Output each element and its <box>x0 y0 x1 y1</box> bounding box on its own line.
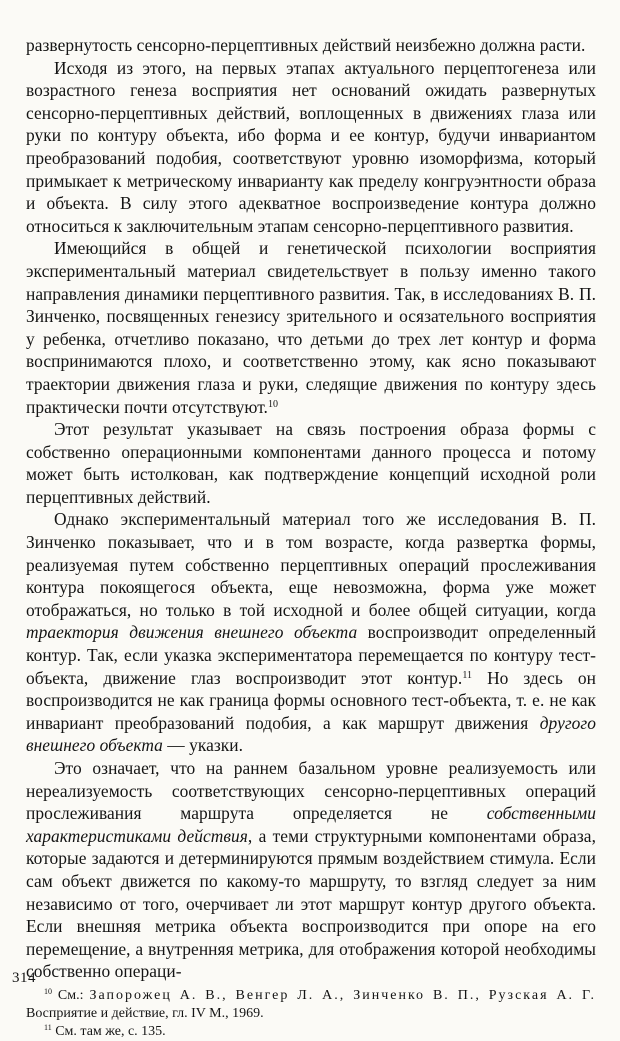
text-run: развернутость сенсорно-перцептивных действий неизбежно должна расти. <box>26 35 586 55</box>
text-run: Этот результат указывает на связь построения образа формы с собственно операционными компонентами данного процесса и потому может быть истолкован, как подтверждение концепций исходной роли перцептивных действий. <box>26 419 596 507</box>
italic-phrase: собственными характеристиками действия <box>26 803 596 846</box>
text-run: Однако экспериментальный материал того же исследования В. П. Зинченко показывает, что и в том возрасте, когда развертка формы, реализуемая путем собственно перцептивных операций прослеживания контура покоящегося объекта, еще невозможна, форма уже может отображаться, но только в той исходной и более общей ситуации, когда <box>26 509 596 620</box>
paragraph <box>26 57 596 238</box>
text-run: Восприятие и действие, гл. IV М., 1969. <box>26 1005 264 1021</box>
footnote <box>26 1023 596 1041</box>
italic-phrase: другого внешнего объекта <box>26 712 596 756</box>
paragraph <box>26 34 596 57</box>
footnote-ref: 11 <box>462 669 473 681</box>
text-run: — указки. <box>162 735 244 756</box>
italic-phrase: траектория движения внешнего объекта <box>26 622 358 643</box>
text-run: Имеющийся в общей и генетической психологии восприятия экспериментальный материал свидетельствует в пользу именно такого направления динамики перцептивного развития. Так, в исследованиях В. П. Зинченко, посвященных генезису зрительного и осязательного восприятия у ребенка, отчетливо показано, что детьми до трех лет контур и форма воспринимаются плохо, и соответственно этому, как ясно показывают траектории движения глаза и руки, следящие движения по контуру здесь практически почти отсутствуют. <box>26 238 596 417</box>
text-run: , а теми структурными компонентами образа, которые задаются и детерминируются прямым воздействием стимула. Если сам объект движется по какому-то маршруту, то взгляд следует за ним независимо от того, очерчивает ли этот маршрут контур другого объекта. Если внешняя метрика объекта воспроизводится при опоре на его перемещение, а внутренняя метрика, для отображения которой необходимы собственно операци- <box>26 825 596 982</box>
page-number: 314 <box>12 970 36 986</box>
text-run: воспроизводит определенный контур. Так, если указка экспериментатора перемещается по контуру тест-объекта, движение глаз воспроизводит этот контур. <box>26 622 596 688</box>
text-run: Это означает, что на раннем базальном уровне реализуемость или нереализуемость соответствующих сенсорно-перцептивных операций прослеживания маршрута определяется не <box>26 758 596 824</box>
author-list: Запорожец А. В., Венгер Л. А., Зинченко В. П., Рузская А. Г. <box>89 987 596 1003</box>
paragraph <box>26 757 596 983</box>
text-run: См.: <box>52 987 90 1003</box>
footnote-ref: 11 <box>44 1022 52 1032</box>
paragraph <box>26 237 596 418</box>
body-text <box>26 34 596 983</box>
footnote <box>26 987 596 1023</box>
text-run: Исходя из этого, на первых этапах актуального перцептогенеза или возрастного генеза восприятия нет оснований ожидать развернутых сенсорно-перцептивных действий, воплощенных в движениях глаза или руки по контуру объекта, ибо форма и ее контур, будучи инвариантом преобразований подобия, соответствуют уровню изоморфизма, который примыкает к метрическому инварианту как пределу конгруэнтности образа и объекта. В силу этого адекватное воспроизведение контура должно относиться к заключительным этапам сенсорно-перцептивного развития. <box>26 57 596 236</box>
footnote-ref: 10 <box>44 986 52 996</box>
paragraph <box>26 508 596 757</box>
paragraph <box>26 418 596 508</box>
footnotes <box>26 987 596 1041</box>
text-run: Но здесь он воспроизводится не как граница формы основного тест-объекта, т. е. не как инвариант преобразований подобия, а как маршрут движения <box>26 667 597 733</box>
text-run: См. там же, с. 135. <box>51 1023 166 1039</box>
footnote-ref: 10 <box>267 398 279 410</box>
